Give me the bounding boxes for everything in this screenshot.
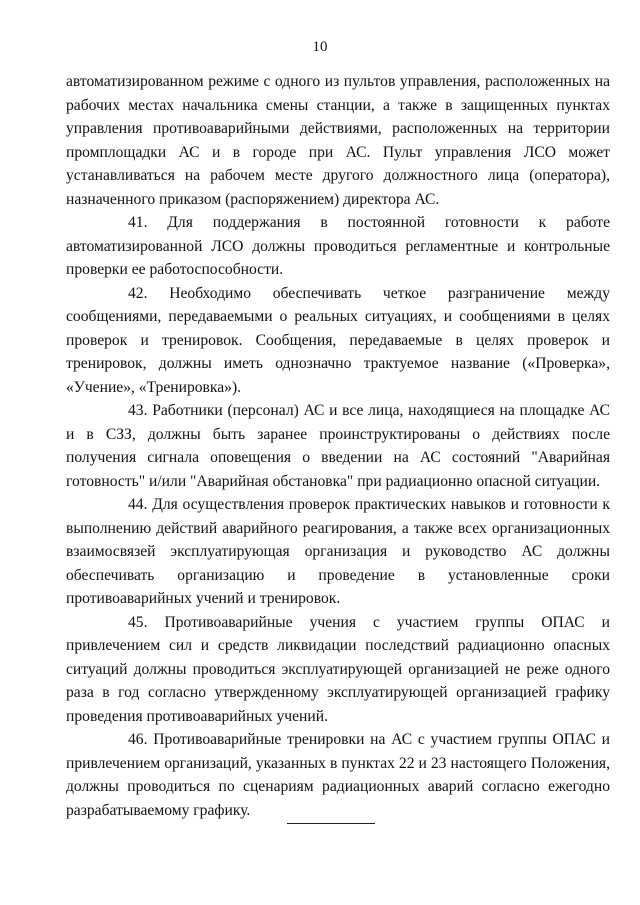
paragraph-41: 41. Для поддержания в постоянной готовности к работе автоматизированной ЛСО должны проводиться регламентные и контрольные проверки ее работоспособности. bbox=[66, 214, 610, 278]
document-body bbox=[66, 70, 610, 822]
paragraph-46: 46. Противоаварийные тренировки на АС с участием группы ОПАС и привлечением организаций, указанных в пунктах 22 и 23 настоящего Положения, должны проводиться по сценариям радиационных аварий согласно ежегодно разрабатываемому графику. bbox=[66, 731, 610, 819]
paragraph-45: 45. Противоаварийные учения с участием группы ОПАС и привлечением сил и средств ликвидации последствий радиационно опасных ситуаций должны проводиться эксплуатирующей организацией не реже одного раза в год согласно утвержденному эксплуатирующей организацией графику проведения противоаварийных учений. bbox=[66, 613, 610, 725]
paragraph-43: 43. Работники (персонал) АС и все лица, находящиеся на площадке АС и в СЗЗ, должны быть заранее проинструктированы о действиях после получения сигнала оповещения о введении на АС состояний "Аварийная готовность" и/или "Аварийная обстановка" при радиационно опасной ситуации. bbox=[66, 402, 610, 490]
page-number: 10 bbox=[312, 39, 328, 55]
paragraph-44: 44. Для осуществления проверок практических навыков и готовности к выполнению действий аварийного реагирования, а также всех организационных взаимосвязей эксплуатирующая организация и руководство АС должны обеспечивать организацию и проведение в установленные сроки противоаварийных учений и тренировок. bbox=[66, 496, 610, 607]
end-separator-line bbox=[287, 823, 375, 824]
paragraph-40-continued: автоматизированном режиме с одного из пультов управления, расположенных на рабочих местах начальника смены станции, а также в защищенных пунктах управления противоаварийными действиями, расположенных на территории промплощадки АС и в городе при АС. Пульт управления ЛСО может устанавливаться на рабочем месте другого должностного лица (оператора), назначенного приказом (распоряжением) директора АС. bbox=[66, 73, 610, 208]
paragraph-42: 42. Необходимо обеспечивать четкое разграничение между сообщениями, передаваемыми о реальных ситуациях, и сообщениями в целях проверок и тренировок. Сообщения, передаваемые в целях проверок и тренировок, должны иметь однозначно трактуемое название («Проверка», «Учение», «Тренировка»). bbox=[66, 284, 610, 396]
